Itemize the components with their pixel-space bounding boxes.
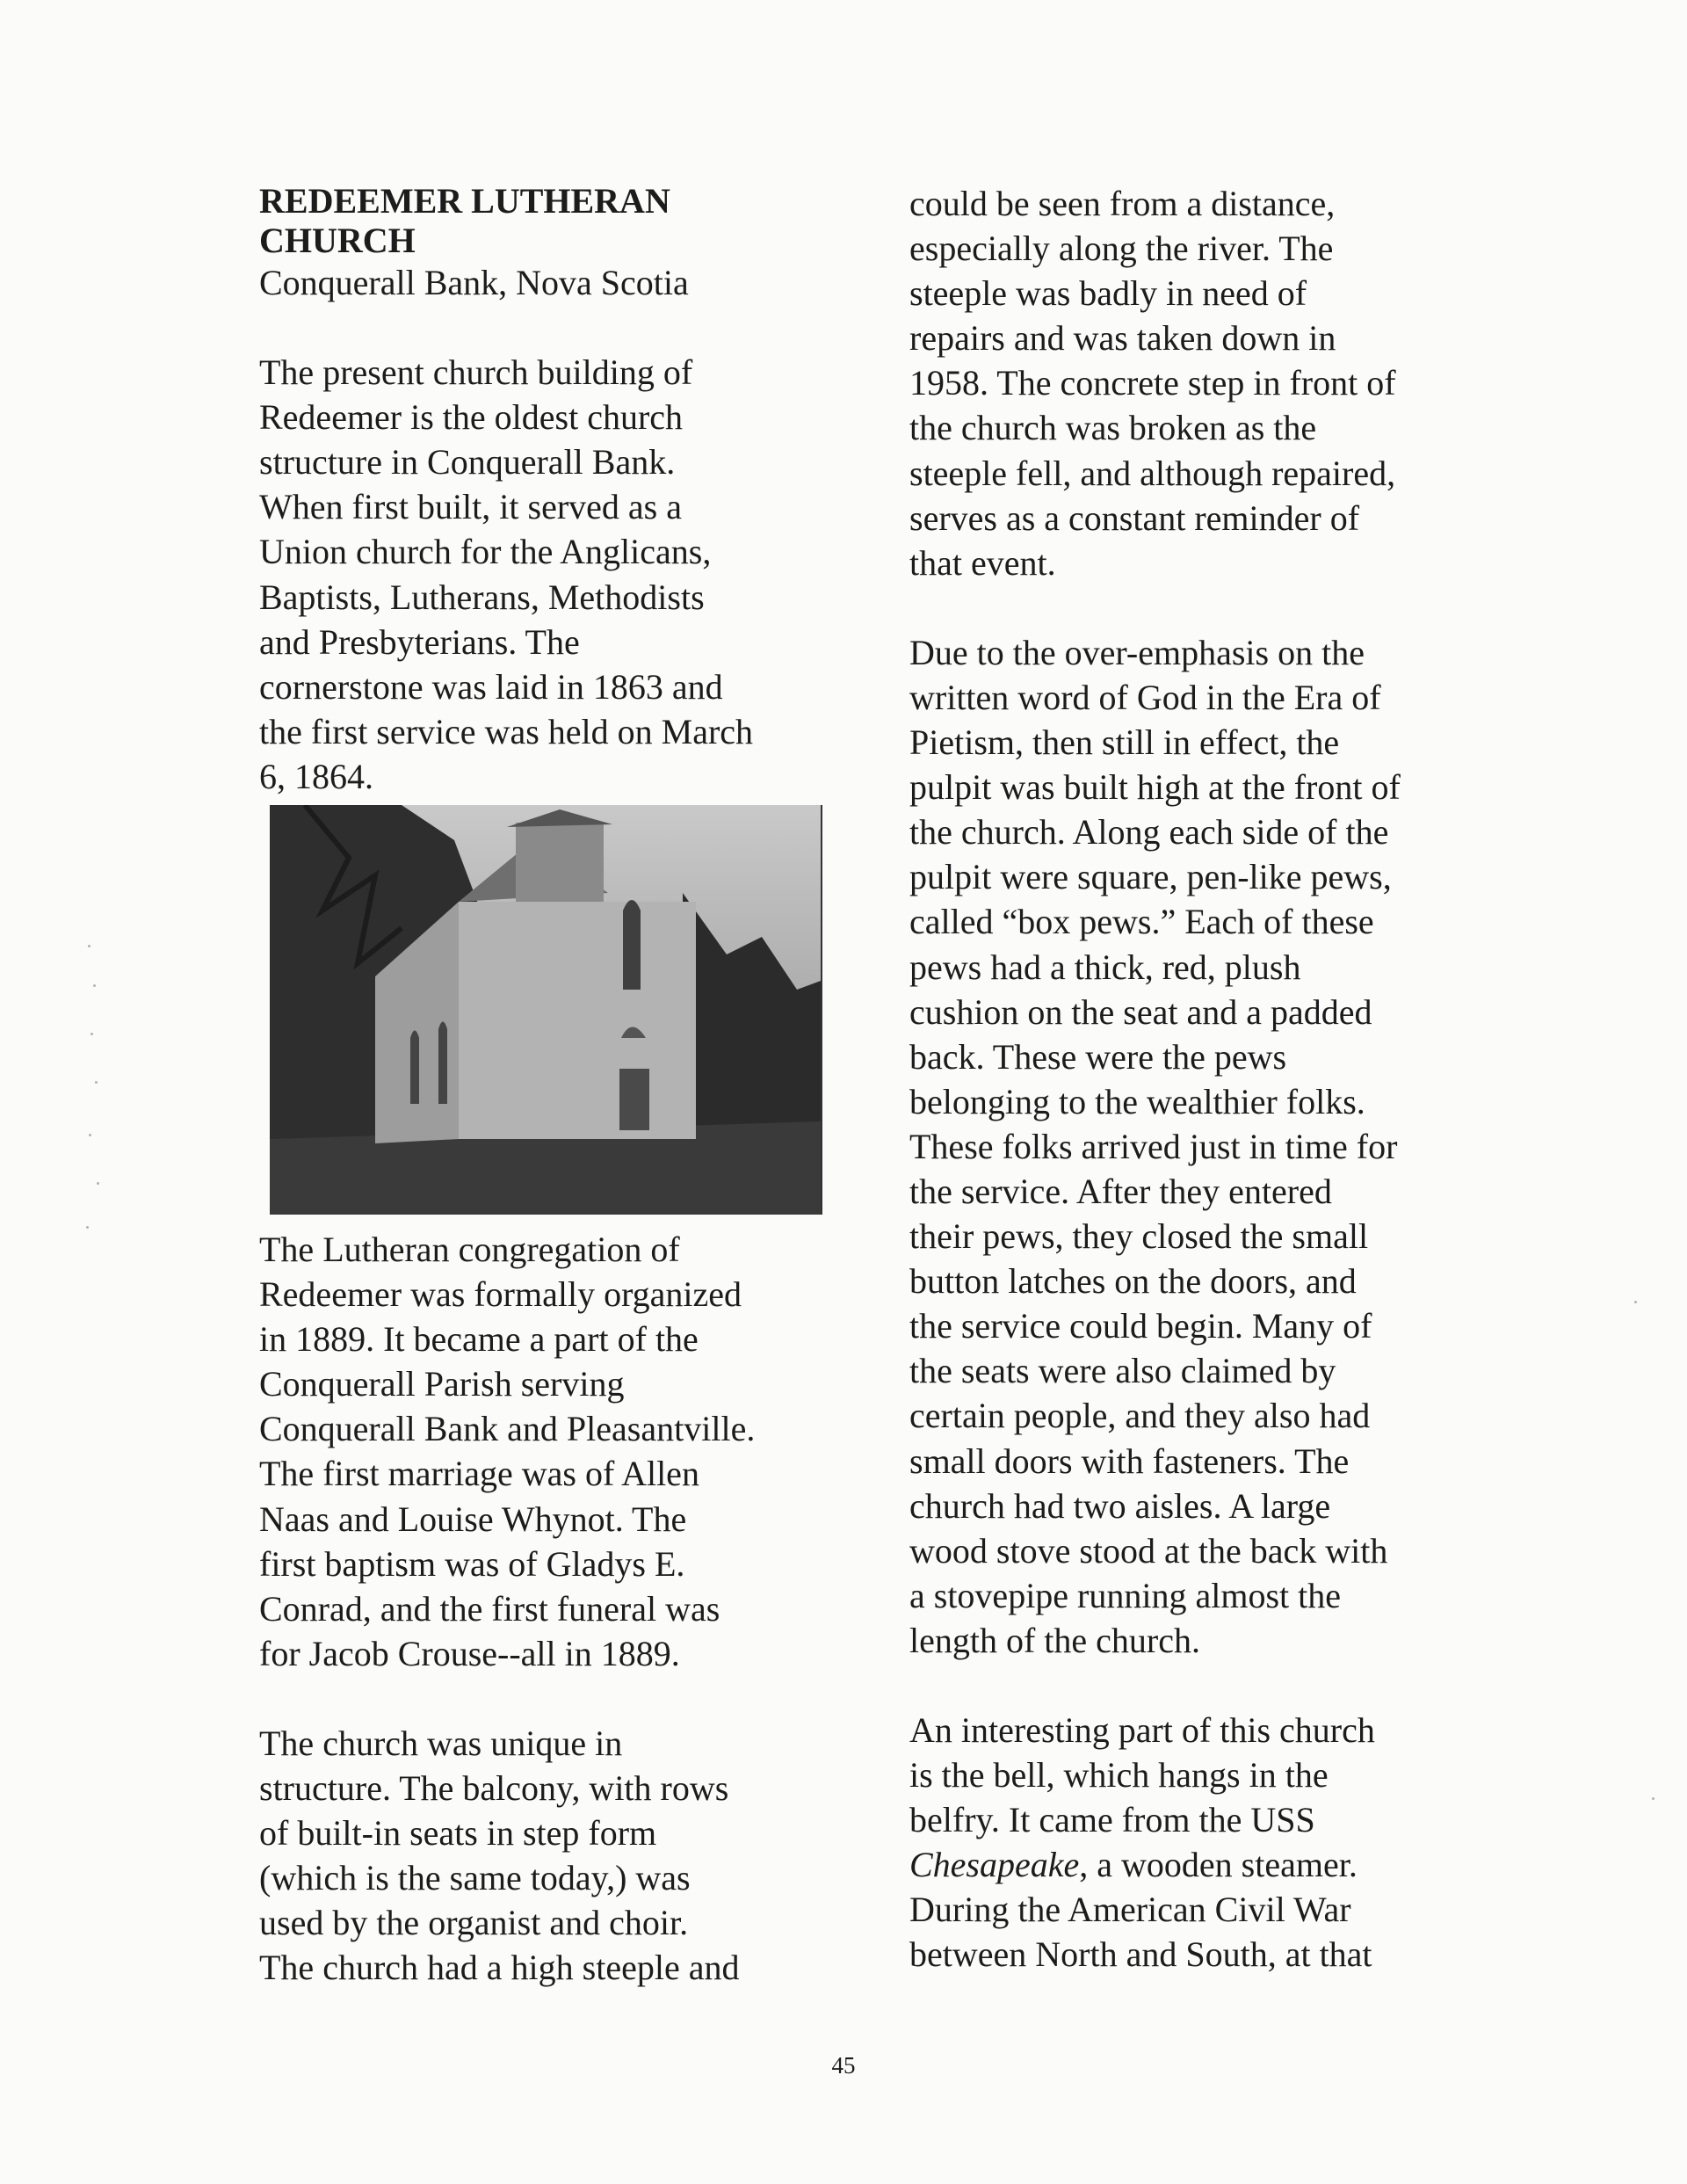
text-line: their pews, they closed the small: [909, 1216, 1369, 1257]
ship-name: Chesapeake: [909, 1845, 1080, 1885]
ship-name-tail: , a wooden steamer.: [1079, 1845, 1358, 1885]
text-line: cushion on the seat and a padded: [909, 991, 1372, 1032]
paragraph-right-1: [909, 181, 1489, 585]
text-line: the seats were also claimed by: [909, 1351, 1336, 1391]
page-number: 45: [831, 2052, 856, 2079]
text-line: between North and South, at that: [909, 1934, 1372, 1975]
text-line: cornerstone was laid in 1863 and: [259, 666, 723, 707]
text-line: especially along the river. The: [909, 229, 1334, 269]
text-line: An interesting part of this church: [909, 1710, 1375, 1750]
text-line: back. These were the pews: [909, 1036, 1287, 1077]
text-line: During the American Civil War: [909, 1890, 1351, 1930]
text-line: certain people, and they also had: [909, 1396, 1371, 1436]
text-line: could be seen from a distance,: [909, 184, 1336, 223]
text-line-with-italic: [909, 1842, 1489, 1887]
text-line: Due to the over-emphasis on the: [909, 632, 1365, 672]
text-line: pews had a thick, red, plush: [909, 947, 1301, 987]
text-line: Redeemer was formally organized: [259, 1274, 742, 1315]
text-line: button latches on the doors, and: [909, 1261, 1357, 1302]
text-line: the church was broken as the: [909, 408, 1317, 448]
text-line: the church. Along each side of the: [909, 812, 1389, 853]
text-line: and Presbyterians. The: [259, 621, 580, 662]
text-line: 1958. The concrete step in front of: [909, 363, 1396, 403]
text-line: These folks arrived just in time for: [909, 1126, 1398, 1166]
text-line: The church had a high steeple and: [259, 1948, 740, 1988]
text-line: steeple fell, and although repaired,: [909, 453, 1396, 493]
text-line: The present church building of: [259, 352, 693, 393]
text-line: 6, 1864.: [259, 756, 373, 796]
text-line: Conquerall Bank and Pleasantville.: [259, 1409, 756, 1449]
article-title: [259, 181, 839, 260]
text-line: Baptists, Lutherans, Methodists: [259, 577, 705, 617]
paragraph-left-2: [259, 1227, 839, 1676]
text-line: of built-in seats in step form: [259, 1813, 657, 1854]
text-line: pulpit were square, pen-like pews,: [909, 857, 1392, 897]
location-subtitle: Conquerall Bank, Nova Scotia: [259, 263, 689, 302]
text-line: for Jacob Crouse--all in 1889.: [259, 1633, 680, 1673]
text-line: The Lutheran congregation of: [259, 1230, 680, 1269]
text-line: length of the church.: [909, 1620, 1200, 1660]
text-line: The church was unique in: [259, 1723, 623, 1763]
text-line: that event.: [909, 542, 1056, 583]
text-line: called “box pews.” Each of these: [909, 902, 1374, 942]
text-line: first baptism was of Gladys E.: [259, 1543, 685, 1584]
text-line: structure. The balcony, with rows: [259, 1768, 729, 1809]
text-line: is the bell, which hangs in the: [909, 1755, 1329, 1796]
text-line: church had two aisles. A large: [909, 1485, 1331, 1526]
text-line: repairs and was taken down in: [909, 318, 1336, 359]
right-column: [909, 181, 1489, 1977]
paragraph-right-2: [909, 630, 1489, 1663]
text-line: the first service was held on March: [259, 711, 754, 751]
church-photo: [270, 805, 822, 1215]
text-line: written word of God in the Era of: [909, 677, 1381, 717]
text-line: in 1889. It became a part of the: [259, 1319, 699, 1360]
title-line: REDEEMER LUTHERAN: [259, 181, 670, 221]
paragraph-left-3: [259, 1721, 839, 1991]
text-line: a stovepipe running almost the: [909, 1575, 1342, 1615]
text-line: (which is the same today,) was: [259, 1858, 691, 1898]
text-line: the service. After they entered: [909, 1171, 1332, 1211]
text-line: wood stove stood at the back with: [909, 1530, 1388, 1571]
text-line: When first built, it served as a: [259, 487, 682, 527]
text-line: used by the organist and choir.: [259, 1903, 689, 1943]
left-column: [259, 181, 839, 799]
text-line: the service could begin. Many of: [909, 1306, 1372, 1346]
paragraph-right-3: [909, 1708, 1489, 1977]
text-line: belonging to the wealthier folks.: [909, 1081, 1365, 1121]
text-line: Naas and Louise Whynot. The: [259, 1498, 687, 1539]
text-line: serves as a constant reminder of: [909, 497, 1360, 538]
text-line: Redeemer is the oldest church: [259, 397, 684, 438]
text-line: structure in Conquerall Bank.: [259, 442, 676, 483]
title-line: CHURCH: [259, 221, 416, 260]
text-line: small doors with fasteners. The: [909, 1440, 1350, 1481]
text-line: belfry. It came from the USS: [909, 1800, 1315, 1840]
paragraph-left-1: [259, 350, 839, 799]
text-line: Conrad, and the first funeral was: [259, 1588, 720, 1629]
text-line: steeple was badly in need of: [909, 273, 1307, 314]
text-line: Pietism, then still in effect, the: [909, 722, 1340, 763]
text-line: Conquerall Parish serving: [259, 1364, 625, 1404]
text-line: pulpit was built high at the front of: [909, 767, 1401, 808]
text-line: Union church for the Anglicans,: [259, 532, 712, 572]
left-column-lower: [259, 1227, 839, 1991]
text-line: The first marriage was of Allen: [259, 1454, 699, 1494]
